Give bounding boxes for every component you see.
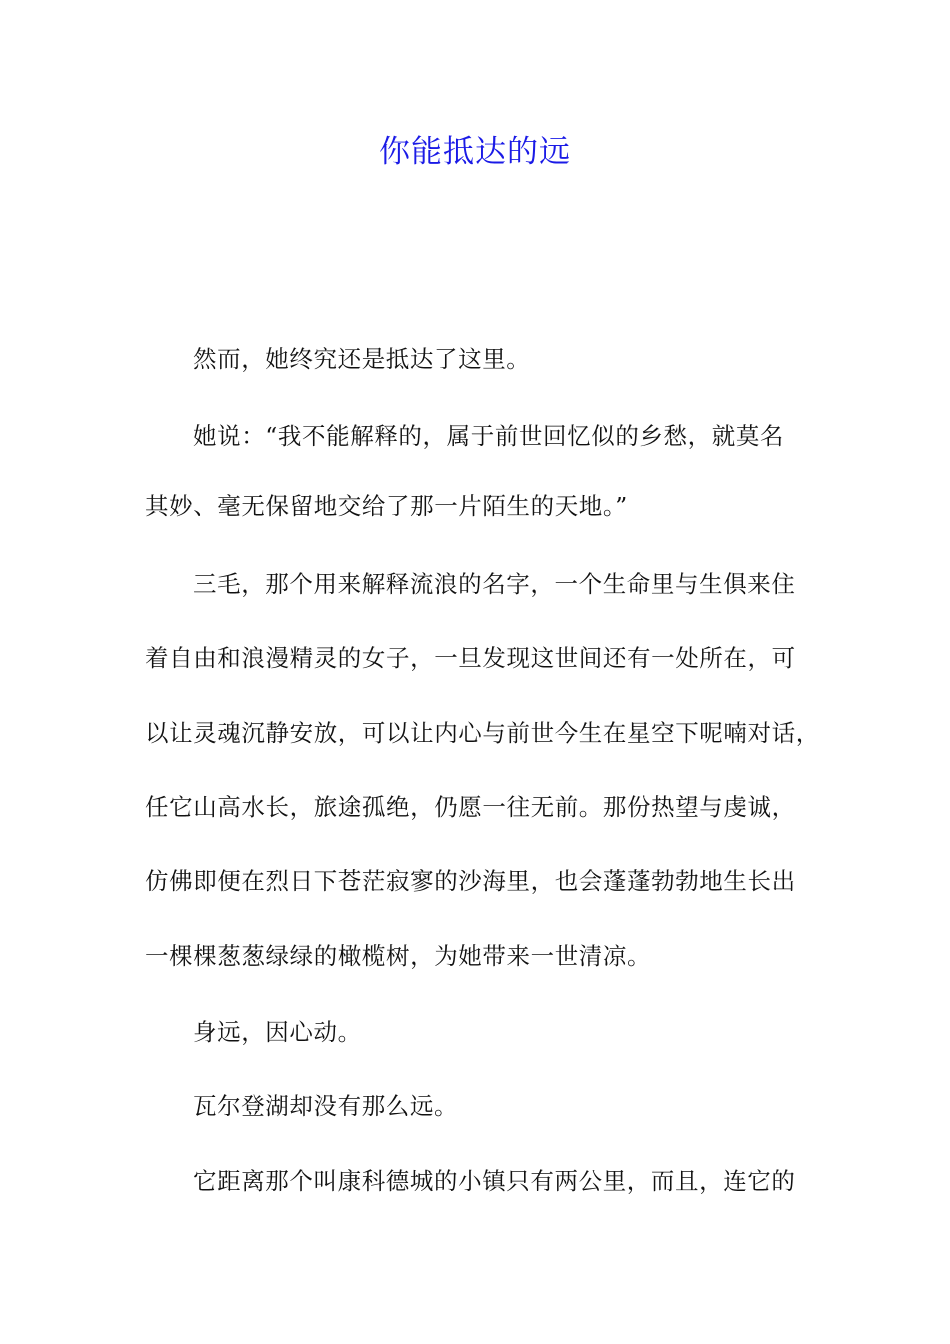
paragraph-line: 着自由和浪漫精灵的女子，一旦发现这世间还有一处所在，可 [145,644,796,672]
document-title: 你能抵达的远 [379,134,571,170]
paragraph-line: 然而，她终究还是抵达了这里。 [193,345,531,373]
paragraph-line: 瓦尔登湖却没有那么远。 [193,1092,459,1120]
paragraph-line: 以让灵魂沉静安放，可以让内心与前世今生在星空下呢喃对话， [145,719,820,747]
paragraph-line: 仿佛即便在烈日下苍茫寂寥的沙海里，也会蓬蓬勃勃地生长出 [145,867,796,895]
paragraph-line: 身远，因心动。 [193,1018,362,1046]
paragraph-line: 它距离那个叫康科德城的小镇只有两公里，而且，连它的 [193,1167,796,1195]
paragraph-line: 一棵棵葱葱绿绿的橄榄树，为她带来一世清凉。 [145,942,652,970]
paragraph-line: 任它山高水长，旅途孤绝，仍愿一往无前。那份热望与虔诚， [145,793,796,821]
paragraph-line: 三毛，那个用来解释流浪的名字，一个生命里与生俱来住 [193,570,796,598]
paragraph-line: 她说：“我不能解释的，属于前世回忆似的乡愁，就莫名 [193,422,785,450]
paragraph-line: 其妙、毫无保留地交给了那一片陌生的天地。” [145,492,628,520]
